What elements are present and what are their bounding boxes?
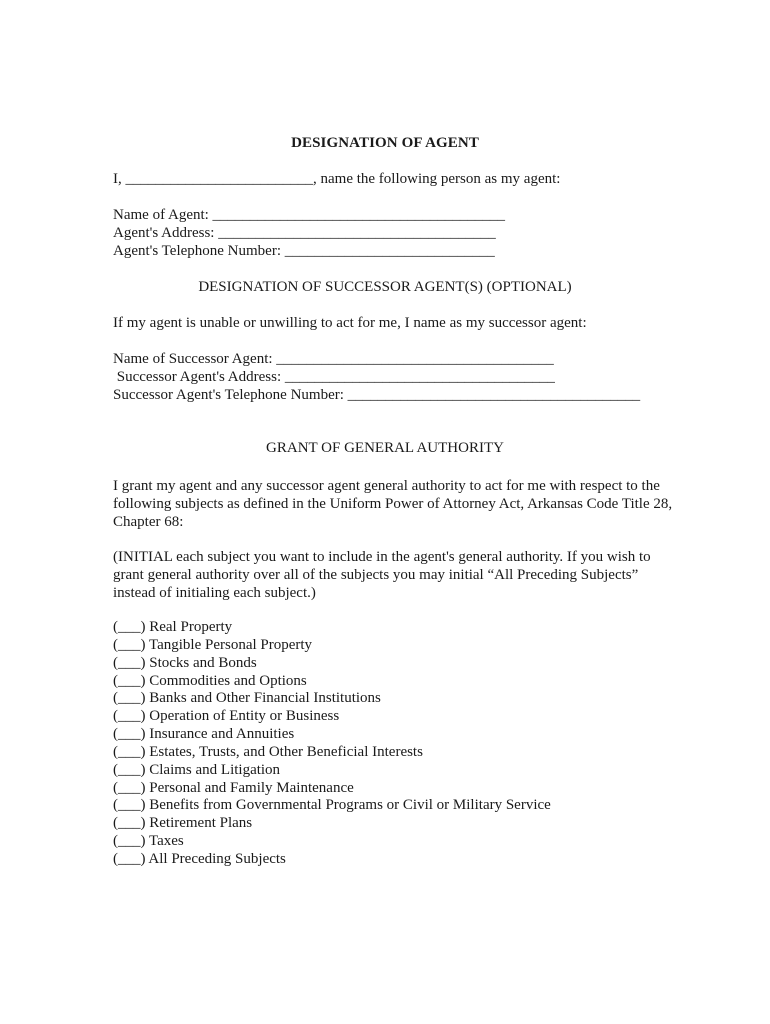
successor-phone-line: Successor Agent's Telephone Number: _______________________________________ [113,387,641,403]
successor-intro: If my agent is unable or unwilling to act for me, I name as my successor agent: [113,315,587,331]
subject-item[interactable]: (___) Personal and Family Maintenance [113,779,354,796]
principal-line: I, _________________________, name the following person as my agent: [113,171,561,187]
subject-item[interactable]: (___) Benefits from Governmental Programs or Civil or Military Service [113,797,551,814]
agent-address-line: Agent's Address: _____________________________________ [113,225,496,241]
successor-heading: DESIGNATION OF SUCCESSOR AGENT(S) (OPTIONAL) [198,279,572,295]
subject-item[interactable]: (___) Tangible Personal Property [113,636,313,653]
grant-paragraph: I grant my agent and any successor agent general authority to act for me with respect to the following subjects as defined in the Uniform Power of Attorney Act, Arkansas Code Title 28, Chapter 68: [113,478,673,530]
subject-item[interactable]: (___) Commodities and Options [113,672,307,689]
agent-name-line: Name of Agent: _______________________________________ [113,207,506,223]
subject-item[interactable]: (___) Banks and Other Financial Institutions [113,690,381,707]
subject-item[interactable]: (___) Real Property [113,619,233,635]
agent-phone-line: Agent's Telephone Number: ____________________________ [113,243,495,259]
subject-item[interactable]: (___) All Preceding Subjects [113,850,286,867]
initial-instructions: (INITIAL each subject you want to include in the agent's general authority. If you wish to grant general authority over all of the subjects you may initial “All Preceding Subjects” instead of initialing each subject.) [113,549,651,601]
subjects-checklist [113,619,551,869]
subject-item[interactable]: (___) Stocks and Bonds [113,654,257,671]
subject-item[interactable]: (___) Taxes [113,833,184,850]
successor-name-line: Name of Successor Agent: _____________________________________ [113,351,554,367]
subject-item[interactable]: (___) Operation of Entity or Business [113,708,340,725]
subject-item[interactable]: (___) Retirement Plans [113,815,253,832]
page-title: DESIGNATION OF AGENT [291,135,479,151]
grant-heading: GRANT OF GENERAL AUTHORITY [266,440,504,456]
subject-item[interactable]: (___) Insurance and Annuities [113,726,295,743]
subject-item[interactable]: (___) Estates, Trusts, and Other Beneficial Interests [113,743,423,760]
successor-address-line: Successor Agent's Address: ____________________________________ [113,369,555,385]
subject-item[interactable]: (___) Claims and Litigation [113,761,281,778]
